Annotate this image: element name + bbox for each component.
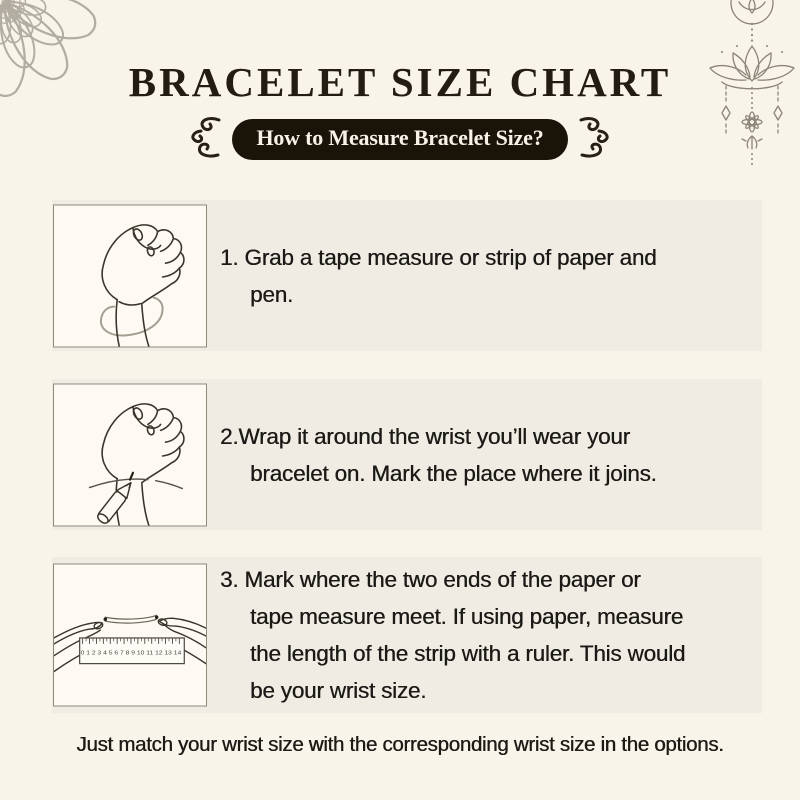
page-title: BRACELET SIZE CHART: [128, 59, 672, 105]
step2-text: [220, 418, 657, 492]
fist-with-pen-icon: [54, 384, 206, 525]
step3-text: [220, 561, 685, 709]
step-text-line: 3. Mark where the two ends of the paper or: [220, 567, 641, 592]
step-text-line: the length of the strip with a ruler. This would: [250, 641, 686, 666]
ruler-numbers: 0 1 2 3 4 5 6 7 8 9 10 11 12 13 14: [80, 650, 182, 657]
step-text-line: 1. Grab a tape measure or strip of paper and: [220, 244, 657, 270]
step-text-line: tape measure meet. If using paper, measure: [250, 604, 684, 629]
step-row-1: [52, 200, 762, 351]
fist-with-tape-loop-icon: [54, 205, 206, 346]
step2-illustration-box: [53, 383, 207, 526]
flourish-right-icon: [576, 116, 612, 163]
step-text-line: pen.: [250, 281, 293, 307]
hands-measuring-ruler-icon: [54, 565, 206, 706]
step1-illustration-box: [53, 204, 207, 347]
how-to-measure-badge: How to Measure Bracelet Size?: [232, 119, 567, 160]
step-row-2: [52, 379, 762, 530]
flourish-left-icon: [188, 116, 224, 163]
footer-note: Just match your wrist size with the corresponding wrist size in the options.: [76, 733, 724, 756]
step1-text: [220, 239, 656, 313]
step3-illustration-box: [53, 564, 207, 707]
step-text-line: be your wrist size.: [250, 678, 427, 703]
step-text-line: bracelet on. Mark the place where it joins.: [250, 460, 657, 486]
subtitle-badge-row: [0, 116, 800, 163]
step-text-line: 2.Wrap it around the wrist you’ll wear your: [220, 423, 630, 449]
step-row-3: [52, 557, 762, 713]
